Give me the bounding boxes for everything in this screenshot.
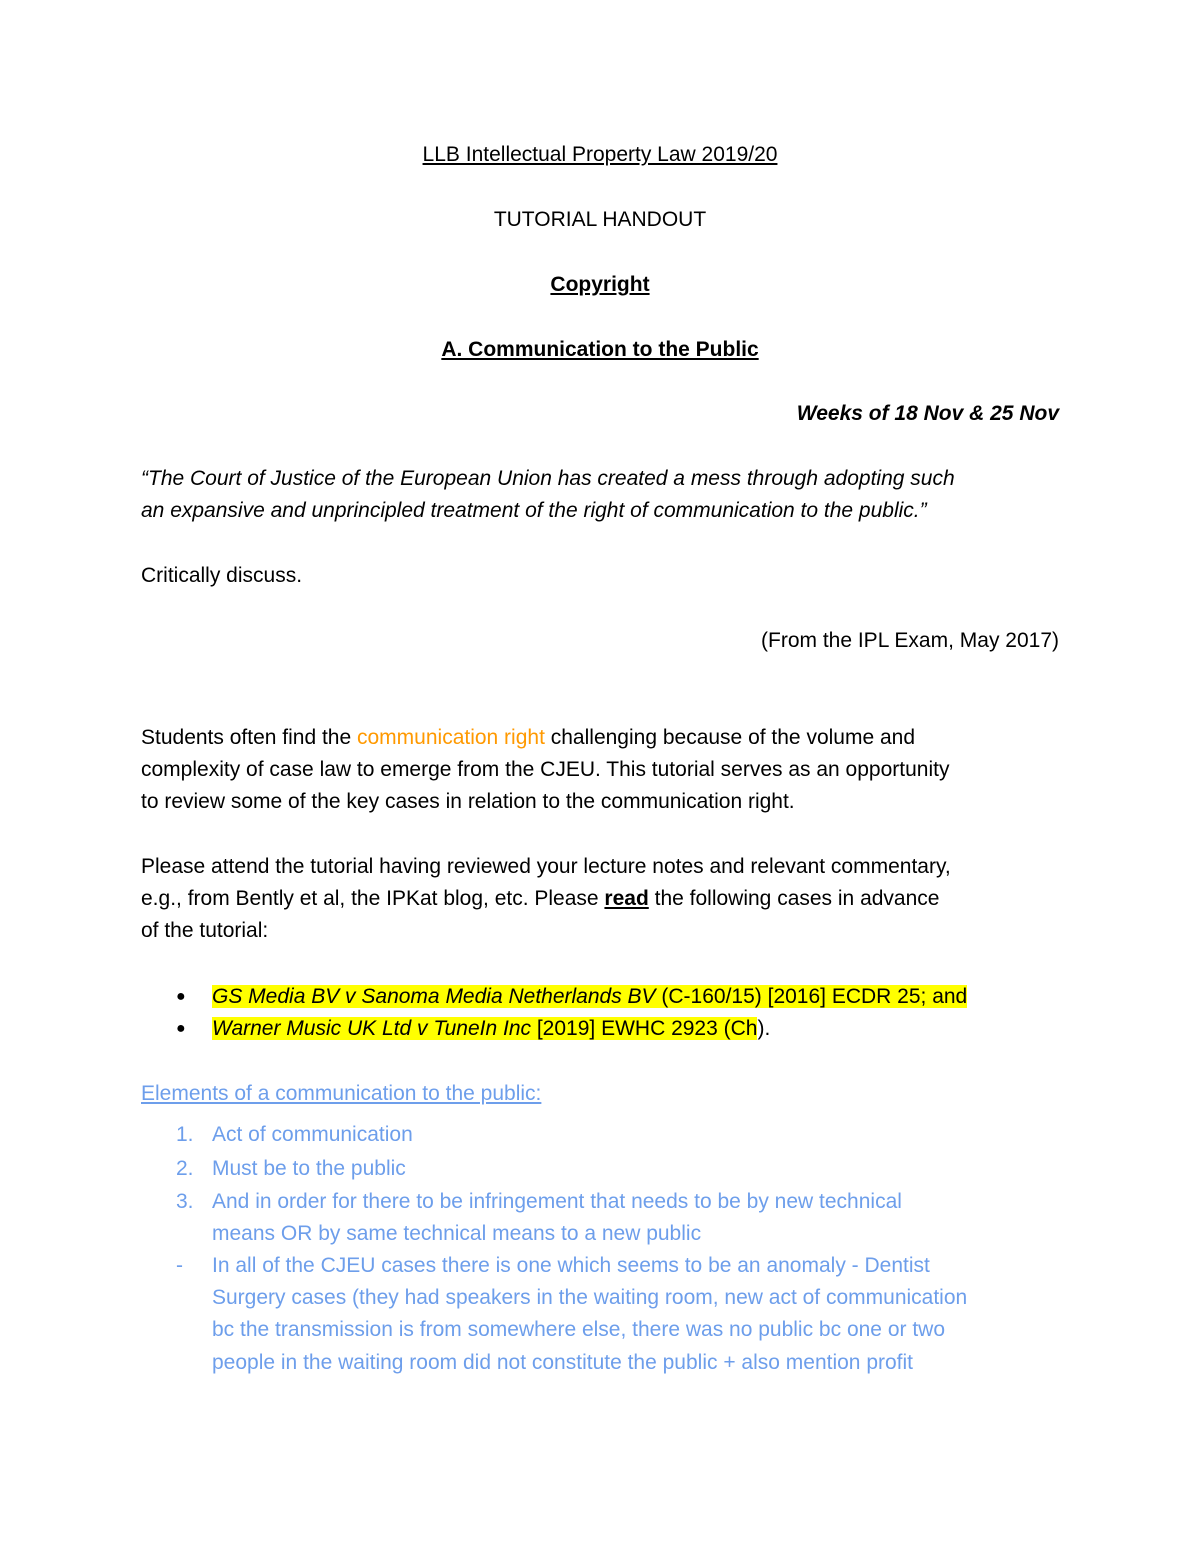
- list-marker: 1.: [176, 1123, 194, 1146]
- quote-line-1: “The Court of Justice of the European Union has created a mess through adopting such: [141, 467, 955, 490]
- reading-line-1: Please attend the tutorial having reviewed your lecture notes and relevant commentary,: [141, 855, 951, 878]
- course-title: LLB Intellectual Property Law 2019/20: [422, 143, 778, 166]
- quote-line-2: an expansive and unprincipled treatment of the right of communication to the public.”: [141, 499, 927, 522]
- note-item-4-line-4: people in the waiting room did not constitute the public + also mention profit: [212, 1351, 914, 1374]
- note-item-2: Must be to the public: [212, 1157, 406, 1180]
- case-citation: (C-160/15) [2016] ECDR 25; and: [655, 985, 968, 1008]
- list-marker: 2.: [176, 1157, 194, 1180]
- note-item-4-line-1: In all of the CJEU cases there is one which seems to be an anomaly - Dentist: [212, 1254, 930, 1277]
- read-emphasis: read: [604, 887, 649, 910]
- topic-heading: Copyright: [550, 273, 650, 296]
- intro-line-2: complexity of case law to emerge from the CJEU. This tutorial serves as an opportunity: [141, 758, 950, 781]
- intro-text: Students often find the: [141, 726, 357, 749]
- reading-text: e.g., from Bently et al, the IPKat blog, etc. Please: [141, 887, 605, 910]
- handout-label: TUTORIAL HANDOUT: [493, 208, 707, 231]
- case-tail: ).: [757, 1017, 771, 1040]
- case-name: Warner Music UK Ltd v TuneIn Inc: [212, 1017, 532, 1040]
- reading-text: the following cases in advance: [648, 887, 940, 910]
- note-item-3-line-2: means OR by same technical means to a new public: [212, 1222, 702, 1245]
- section-heading: A. Communication to the Public: [441, 338, 759, 361]
- bullet-icon: ●: [176, 988, 186, 1005]
- intro-text: challenging because of the volume and: [544, 726, 916, 749]
- case-warner-music: [212, 1013, 770, 1045]
- intro-line-1: [141, 722, 1059, 754]
- case-name: GS Media BV v Sanoma Media Netherlands BV: [212, 985, 656, 1008]
- instruction: Critically discuss.: [141, 564, 303, 587]
- list-marker: 3.: [176, 1190, 194, 1213]
- notes-heading: Elements of a communication to the public:: [141, 1082, 542, 1105]
- reading-line-2: [141, 883, 1059, 915]
- case-gs-media: [212, 981, 967, 1013]
- note-item-4-line-3: bc the transmission is from somewhere else, there was no public bc one or two: [212, 1318, 946, 1341]
- note-item-1: Act of communication: [212, 1123, 413, 1146]
- list-marker: -: [176, 1254, 183, 1277]
- note-item-4-line-2: Surgery cases (they had speakers in the waiting room, new act of communication: [212, 1286, 968, 1309]
- case-citation: [2019] EWHC 2923 (Ch: [531, 1017, 758, 1040]
- weeks-label: Weeks of 18 Nov & 25 Nov: [796, 402, 1059, 425]
- communication-right-highlight: communication right: [357, 726, 545, 749]
- bullet-icon: ●: [176, 1020, 186, 1037]
- reading-line-3: of the tutorial:: [141, 919, 269, 942]
- exam-source: (From the IPL Exam, May 2017): [761, 629, 1059, 652]
- note-item-3-line-1: And in order for there to be infringement that needs to be by new technical: [212, 1190, 902, 1213]
- intro-line-3: to review some of the key cases in relation to the communication right.: [141, 790, 795, 813]
